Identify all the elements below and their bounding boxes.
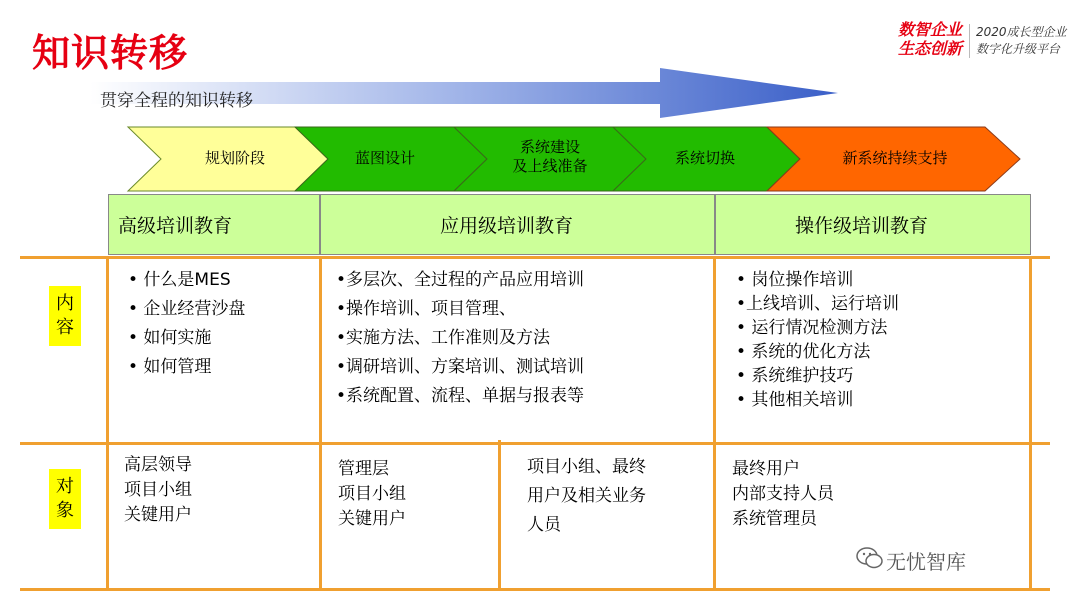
grid-vline-1 (106, 256, 109, 591)
list-item: 高层领导 (124, 455, 192, 475)
grid-line-top (20, 256, 1050, 259)
list-item: • 如何实施 (128, 328, 212, 348)
list-item: 用户及相关业务 (527, 486, 646, 506)
list-item: 最终用户 (732, 459, 800, 479)
list-item: • 系统维护技巧 (736, 366, 854, 386)
header-operation: 操作级培训教育 (795, 215, 929, 237)
target-operation-list (732, 457, 834, 532)
stage-2-label: 蓝图设计 (354, 149, 415, 167)
target-application-b-list (527, 453, 646, 540)
target-application-a-list (338, 457, 406, 532)
logo-sub-2: 数字化升级平台 (976, 42, 1061, 56)
grid-vline-4 (1029, 256, 1032, 591)
list-item: 项目小组 (338, 484, 406, 504)
stage-3-label: 系统建设 及上线准备 (512, 138, 588, 175)
content-application-list (336, 266, 584, 411)
grid-vline-split (498, 440, 501, 591)
content-operation-list (736, 268, 899, 412)
watermark-text: 无忧智库 (886, 550, 966, 574)
list-item: 项目小组 (124, 480, 192, 500)
list-item: • 如何管理 (128, 357, 212, 377)
list-item: •操作培训、项目管理、 (336, 299, 517, 319)
logo-sub-1: 2020成长型企业 (976, 25, 1067, 39)
content-senior-list (128, 266, 245, 382)
subtitle: 贯穿全程的知识转移 (100, 91, 253, 111)
stage-5-label: 新系统持续支持 (842, 149, 948, 167)
grid-line-middle (20, 442, 1050, 445)
list-item: • 岗位操作培训 (736, 270, 854, 290)
list-item: 项目小组、最终 (527, 457, 646, 477)
row-label-content: 内 容 (49, 286, 81, 346)
list-item: • 企业经营沙盘 (128, 299, 246, 319)
list-item: 系统管理员 (732, 509, 817, 529)
stage-4-label: 系统切换 (674, 149, 735, 167)
list-item: •上线培训、运行培训 (736, 294, 900, 314)
grid-line-bottom (20, 588, 1050, 591)
list-item: •多层次、全过程的产品应用培训 (336, 270, 585, 290)
list-item: • 什么是MES (128, 270, 231, 290)
header-senior: 高级培训教育 (118, 215, 233, 237)
logo-line-1: 数智企业 (897, 20, 962, 39)
list-item: 关键用户 (338, 509, 406, 529)
logo-line-2: 生态创新 (897, 39, 962, 58)
list-item: 人员 (527, 515, 561, 535)
list-item: 管理层 (338, 459, 389, 479)
list-item: •实施方法、工作准则及方法 (336, 328, 551, 348)
page-title: 知识转移 (32, 31, 189, 75)
wechat-icon (856, 546, 884, 570)
list-item: • 系统的优化方法 (736, 342, 871, 362)
list-item: •调研培训、方案培训、测试培训 (336, 357, 585, 377)
header-application: 应用级培训教育 (440, 215, 574, 237)
list-item: •系统配置、流程、单据与报表等 (336, 386, 585, 406)
grid-vline-2 (319, 256, 322, 591)
grid-vline-3 (713, 256, 716, 591)
list-item: • 运行情况检测方法 (736, 318, 888, 338)
list-item: • 其他相关培训 (736, 390, 854, 410)
target-senior-list (124, 453, 192, 528)
list-item: 关键用户 (124, 505, 192, 525)
stage-1-label: 规划阶段 (204, 149, 265, 167)
row-label-target: 对 象 (49, 469, 81, 529)
list-item: 内部支持人员 (732, 484, 834, 504)
